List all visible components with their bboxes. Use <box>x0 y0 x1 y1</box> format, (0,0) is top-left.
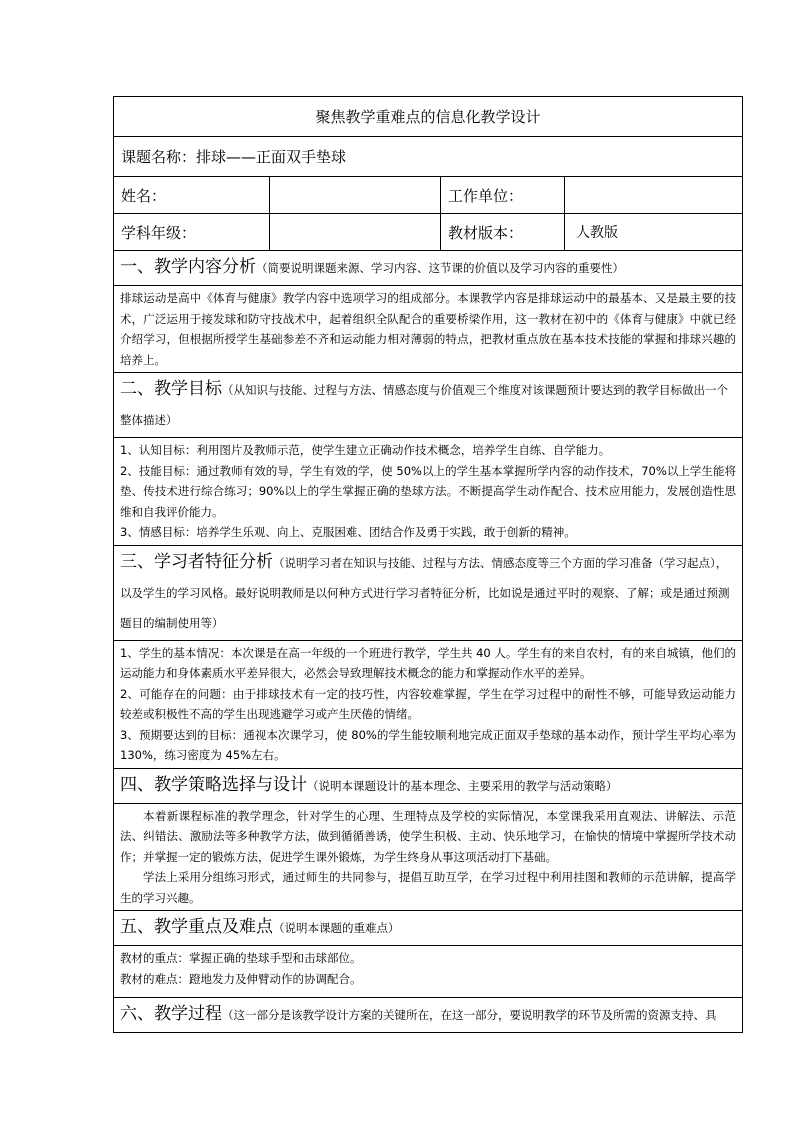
paragraph: 教材的难点：蹬地发力及伸臂动作的协调配合。 <box>120 971 362 986</box>
section-note: （这一部分是该教学设计方案的关键所在，在这一部分，要说明教学的环节及所需的资源支持、具 <box>222 1008 717 1022</box>
section-body-key-points <box>114 946 743 998</box>
paragraph: 1、认知目标：利用图片及教师示范，使学生建立正确动作技术概念，培养学生自练、自学能力。 <box>120 443 611 457</box>
textbook-value: 人教版 <box>565 214 743 251</box>
section-heading-learner-analysis <box>114 545 743 640</box>
work-unit-value <box>565 177 743 214</box>
section-note: （简要说明课题来源、学习内容、这节课的价值以及学习内容的重要性） <box>256 261 624 275</box>
textbook-label: 教材版本： <box>441 214 565 251</box>
section-note: （说明学习者在知识与技能、过程与方法、情感态度等三个方面的学习准备（学习起点），以及学生的学习风格。最好说明教师是以何种方式进行学习者特征分析，比如说是通过平时的观察、了解；或是通过预测题目的编制使用等） <box>120 555 730 630</box>
section-heading-teaching-objectives <box>114 373 743 438</box>
section-body-content-analysis <box>114 286 743 373</box>
section-title: 六、教学过程 <box>120 1004 222 1024</box>
grade-value <box>270 214 441 251</box>
section-note: （从知识与技能、过程与方法、情感态度与价值观三个维度对该课题预计要达到的教学目标做出一个整体描述） <box>120 383 728 427</box>
name-label: 姓名： <box>114 177 270 214</box>
section-body-teaching-strategy <box>114 803 743 911</box>
course-title-row <box>114 137 743 177</box>
section-heading-key-points <box>114 911 743 946</box>
paragraph: 1、学生的基本情况：本次课是在高一年级的一个班进行教学，学生共 40 人。学生有的来自农村，有的来自城镇，他们的运动能力和身体素质水平差异很大，必然会导致理解技术概念的能力和掌握动作水平的差异。 <box>120 645 737 680</box>
section-heading-teaching-strategy <box>114 768 743 803</box>
course-name: 排球——正面双手垫球 <box>196 148 347 166</box>
paragraph: 3、情感目标：培养学生乐观、向上、克服困难、团结合作及勇于实践，敢于创新的精神。 <box>120 525 576 539</box>
section-title: 五、教学重点及难点 <box>120 917 273 937</box>
section-body-teaching-objectives <box>114 438 743 546</box>
section-heading-content-analysis <box>114 251 743 286</box>
paragraph: 2、可能存在的问题：由于排球技术有一定的技巧性，内容较难掌握，学生在学习过程中的耐性不够，可能导致运动能力较差或积极性不高的学生出现逃避学习或产生厌倦的情绪。 <box>120 686 737 721</box>
section-note: （说明本课题设计的基本理念、主要采用的教学与活动策略） <box>307 778 618 793</box>
section-title: 三、学习者特征分析 <box>120 551 273 572</box>
paragraph: 排球运动是高中《体育与健康》教学内容中选项学习的组成部分。本课教学内容是排球运动中的最基本、又是最主要的技术，广泛运用于接发球和防守技战术中，起着组织全队配合的重要桥梁作用，这一教材在初中的《体育与健康》中就已经介绍学习，但根据所授学生基础参差不齐和运动能力相对薄弱的特点，把教材重点放在基本技术技能的掌握和排球兴趣的培养上。 <box>120 291 737 367</box>
grade-label: 学科年级： <box>114 214 270 251</box>
section-title: 二、教学目标 <box>120 379 222 399</box>
lesson-design-table <box>113 96 743 1033</box>
paragraph: 学法上采用分组练习形式，通过师生的共同参与，提倡互助互学，在学习过程中利用挂图和教师的示范讲解，提高学生的学习兴趣。 <box>120 870 737 905</box>
document-title: 聚焦教学重难点的信息化教学设计 <box>114 97 743 137</box>
section-note: （说明本课题的重难点） <box>273 921 400 935</box>
section-title: 一、教学内容分析 <box>120 257 256 277</box>
section-heading-teaching-process <box>114 998 743 1033</box>
section-title: 四、教学策略选择与设计 <box>120 774 307 795</box>
paragraph: 2、技能目标：通过教师有效的导，学生有效的学，使 50%以上的学生基本掌握所学内容的动作技术，70%以上学生能将垫、传技术进行综合练习；90%以上的学生掌握正确的垫球方法。不断提高学生动作配合、技术应用能力，发展创造性思维和自我评价能力。 <box>120 463 737 519</box>
paragraph: 3、预期要达到的目标：通视本次课学习，使 80%的学生能较顺利地完成正面双手垫球的基本动作，预计学生平均心率为 130%，练习密度为 45%左右。 <box>120 727 737 762</box>
paragraph: 本着新课程标准的教学理念，针对学生的心理、生理特点及学校的实际情况，本堂课我采用直观法、讲解法、示范法、纠错法、激励法等多种教学方法，做到循循善诱，使学生积极、主动、快乐地学习，在愉快的情境中掌握所学技术动作；并掌握一定的锻炼方法，促进学生课外锻炼，为学生终身从事这项活动打下基础。 <box>120 808 737 864</box>
work-unit-label: 工作单位： <box>441 177 565 214</box>
section-body-learner-analysis <box>114 640 743 768</box>
course-label: 课题名称： <box>121 148 197 166</box>
name-value <box>270 177 441 214</box>
paragraph: 教材的重点：掌握正确的垫球手型和击球部位。 <box>120 951 362 965</box>
